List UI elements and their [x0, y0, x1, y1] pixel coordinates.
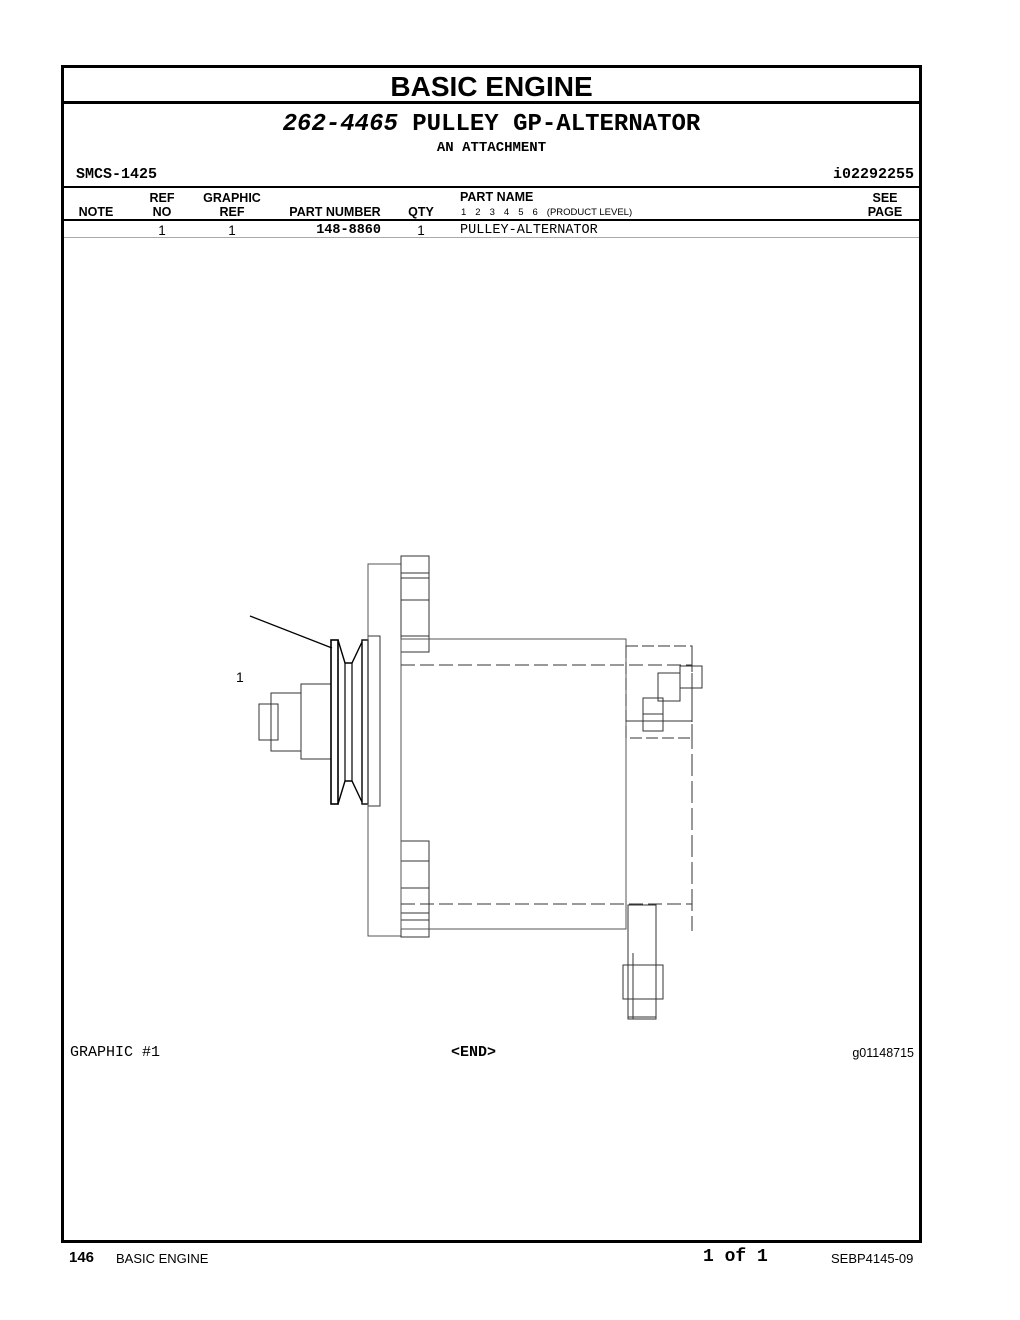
- pagination: 1 of 1: [703, 1247, 768, 1267]
- row-divider: [64, 237, 919, 238]
- footer-section: BASIC ENGINE: [116, 1251, 209, 1266]
- group-title: [64, 112, 919, 138]
- document-id: SEBP4145-09: [831, 1251, 914, 1266]
- cell-part-name: PULLEY-ALTERNATOR: [460, 223, 598, 238]
- column-header-divider: [64, 219, 919, 221]
- page-number: 146: [69, 1249, 95, 1266]
- col-ref-no: REF NO: [149, 191, 175, 219]
- graphic-id: g01148715: [852, 1046, 914, 1060]
- alternator-pulley-drawing: [236, 483, 784, 973]
- col-product-levels: 1 2 3 4 5 6 (PRODUCT LEVEL): [461, 207, 633, 218]
- info-id: i02292255: [832, 166, 914, 183]
- col-part-name: PART NAME: [460, 190, 534, 204]
- col-see-page: SEE PAGE: [867, 191, 903, 219]
- group-number: 262-4465: [282, 111, 398, 138]
- group-name: PULLEY GP-ALTERNATOR: [412, 111, 701, 138]
- cell-qty: 1: [417, 223, 425, 238]
- end-marker: <END>: [451, 1044, 497, 1061]
- col-qty: QTY: [408, 205, 434, 219]
- cell-ref-no: 1: [158, 223, 166, 238]
- section-title: BASIC ENGINE: [64, 68, 919, 104]
- group-subtitle: AN ATTACHMENT: [436, 140, 547, 156]
- page-frame: [61, 65, 922, 1243]
- cell-part-number[interactable]: 148-8860: [316, 223, 381, 238]
- col-part-number: PART NUMBER: [289, 205, 381, 219]
- col-note: NOTE: [78, 205, 114, 219]
- graphic-label: GRAPHIC #1: [70, 1044, 161, 1061]
- callout-number: 1: [236, 669, 244, 685]
- header-divider: [64, 186, 919, 188]
- smcs-code: SMCS-1425: [76, 166, 158, 183]
- cell-graphic-ref: 1: [228, 223, 236, 238]
- col-graphic-ref: GRAPHIC REF: [203, 191, 261, 219]
